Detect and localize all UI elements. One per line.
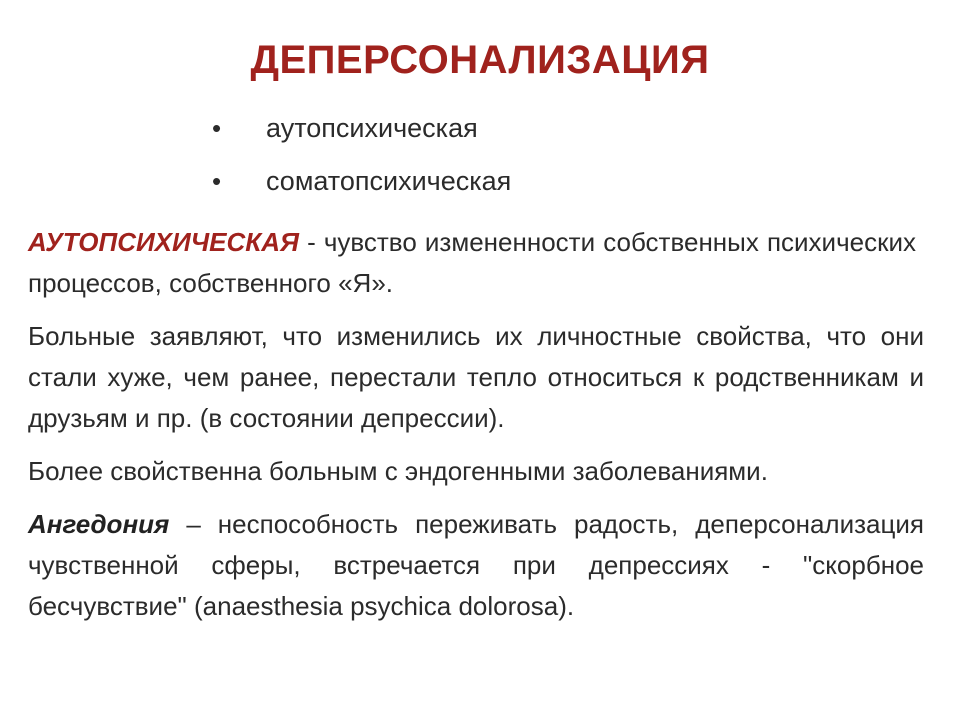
bullet-text: соматопсихическая [266, 166, 512, 196]
body-text [28, 222, 924, 639]
paragraph-anhedonia [28, 504, 924, 627]
bullet-item-somatopsychic [212, 161, 511, 214]
term-autopsychic: АУТОПСИХИЧЕСКАЯ [28, 227, 299, 257]
anhedonia-text: – неспособность переживать радость, деперсонализация чувственной сферы, встречается при депрессиях - "скорбное бесчувствие" (anaesthesia psychica dolorosa). [28, 509, 924, 621]
paragraph-definition [28, 222, 916, 304]
bullet-dot-icon: • [212, 166, 222, 196]
slide-title: ДЕПЕРСОНАЛИЗАЦИЯ [250, 38, 710, 82]
bullet-dot-icon: • [212, 113, 222, 143]
bullet-text: аутопсихическая [266, 113, 478, 143]
bullet-list [212, 108, 511, 214]
definition-text: - чувство измененности собственных психических процессов, собственного «Я». [28, 227, 916, 298]
term-anhedonia: Ангедония [28, 509, 170, 539]
paragraph-endogenous: Более свойственна больным с эндогенными заболеваниями. [28, 456, 768, 486]
bullet-item-autopsychic [212, 108, 511, 161]
paragraph-patients: Больные заявляют, что изменились их личностные свойства, что они стали хуже, чем ранее, перестали тепло относиться к родственникам и друзьям и пр. (в состоянии депрессии). [28, 321, 924, 433]
